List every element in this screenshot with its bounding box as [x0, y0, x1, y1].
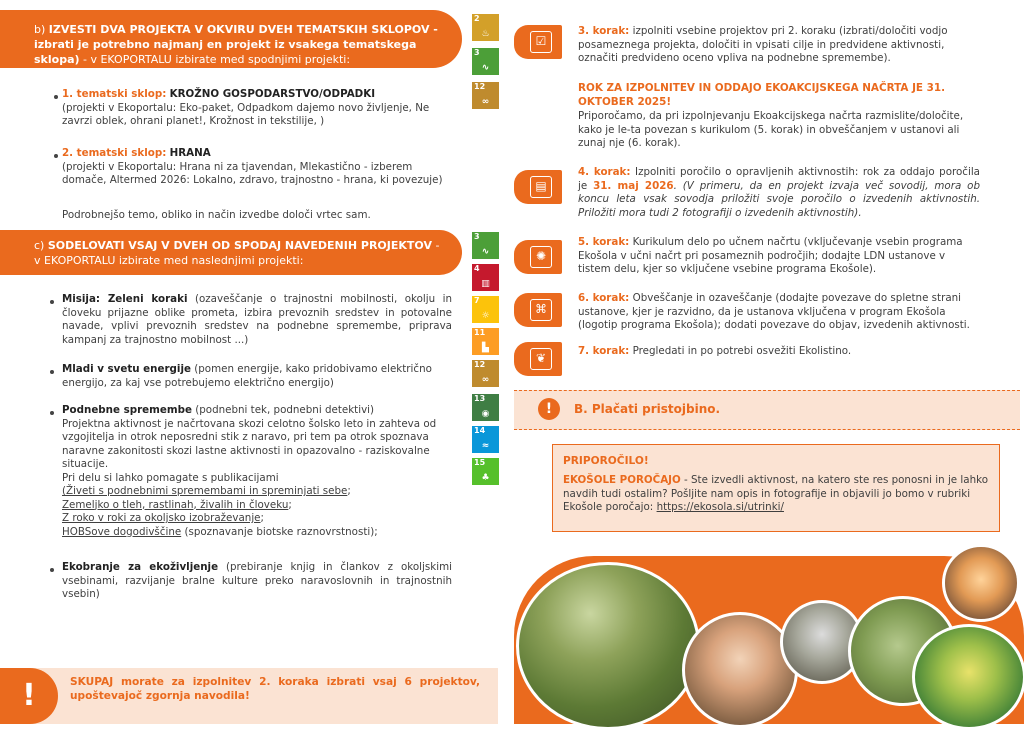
sdg-3-icon — [472, 232, 499, 259]
section-c-header: c) SODELOVATI VSAJ V DVEH OD SPODAJ NAVEDENIH PROJEKTOV - v EKOPORTALU izbirate med naslednjimi projekti: — [0, 230, 462, 275]
sdg-13-icon — [472, 394, 499, 421]
sdg-glyph: ≈ — [481, 441, 490, 451]
utrinki-link[interactable]: https://ekosola.si/utrinki/ — [656, 501, 784, 513]
payment-text: B. Plačati pristojbino. — [574, 402, 721, 416]
sdg-12-icon — [472, 82, 499, 109]
recommendation-title: PRIPOROČILO! — [563, 455, 649, 467]
bullet-icon — [50, 370, 54, 374]
bullet-icon — [50, 411, 54, 415]
project-energija: Mladi v svetu energije (pomen energije, kako pridobivamo električno energijo, za kaj vse potrebujemo električno energijo) — [62, 363, 432, 389]
photo-classroom-children — [682, 612, 798, 728]
sdg-glyph: ∿ — [481, 247, 490, 257]
sdg-15-icon — [472, 458, 499, 485]
bullet-icon — [54, 154, 58, 158]
sdg-number: 12 — [474, 360, 486, 369]
document-sprout-icon: ❦ — [514, 342, 562, 376]
bullet-icon — [50, 300, 54, 304]
publication-link[interactable]: HOBSove dogodivščine — [62, 525, 182, 538]
recommendation-box: PRIPOROČILO! EKOŠOLE POROČAJO - Ste izvedli aktivnost, na katero ste res ponosni in je lahko navdih tudi ostalim? Pošljite nam opis in fotografije in objavili jo bomo v rubriki Ekošole poročajo: https://ekosola.si/utrinki/ — [552, 444, 1000, 532]
sdg-2-icon — [472, 14, 499, 41]
checklist-icon: ☑ — [514, 25, 562, 59]
sdg-glyph: ♨ — [481, 29, 490, 39]
publication-link[interactable]: Zemeljko o tleh, rastlinah, živalih in človeku — [62, 498, 289, 511]
sdg-number: 3 — [474, 232, 480, 241]
sdg-3-icon — [472, 48, 499, 75]
step-3: 3. korak: izpolniti vsebine projektov pri 2. koraku (izbrati/določiti vodjo posameznega projekta, določiti in vpisati cilje in predvidene aktivnosti, označiti predvideno oceno vpliva na podnebne spremembe). — [578, 25, 948, 64]
step-5: 5. korak: Kurikulum delo po učnem načrtu (vključevanje vsebin programa Ekošola v učni načrt pri posameznih področjih; dodajte LDN ustanove v tistem delu, kjer so vključene vsebine programa Ekošole). — [578, 236, 963, 275]
step-4: 4. korak: Izpolniti poročilo o opravljenih aktivnostih: rok za oddajo poročila je 31. maj 2026. (V primeru, da en projekt izvaja več sovodij, mora ob koncu leta vsak sovodja priložiti svoje poročilo o izvedenih aktivnostih. Priložiti mora tudi 2 fotografiji o izvedenih aktivnostih). — [578, 166, 980, 219]
section-b-note: Podrobnejšo temo, obliko in način izvedbe določi vrtec sam. — [62, 209, 371, 221]
sdg-14-icon — [472, 426, 499, 453]
sdg-4-icon — [472, 264, 499, 291]
deadline-text: Priporočamo, da pri izpolnjevanju Ekoakcijskega načrta razmislite/določite, kako je le-ta povezan s kurikulom (5. korak) in obveščanjem v ustanovi ali zunaj nje (6. korak). — [578, 110, 964, 149]
sdg-11-icon — [472, 328, 499, 355]
sdg-number: 13 — [474, 394, 486, 403]
deadline-heading: ROK ZA IZPOLNITEV IN ODDAJO EKOAKCIJSKEGA NAČRTA JE 31. OKTOBER 2025! — [578, 82, 946, 108]
sdg-number: 14 — [474, 426, 486, 435]
project-podnebne: Podnebne spremembe (podnebni tek, podnebni detektivi) Projektna aktivnost je načrtovana skozi celotno šolsko leto in zahteva od vzgojitelja in otrok neposredni stik z naravo, pri tem pa otrok spoznava naravne zakonitosti skozi lastne aktivnosti in opazovalno - raziskovalne situacije. Pri delu si lahko pomagate s publikacijami (Živeti s podnebnimi spremembami in spreminjati sebe; Zemeljko o tleh, rastlinah, živalih in človeku; Z roko v roki za okoljsko izobraževanje; HOBSove dogodivščine (spoznavanje biotske raznovrstnosti); — [62, 404, 437, 538]
sdg-number: 15 — [474, 458, 486, 467]
sdg-glyph: ∞ — [481, 97, 490, 107]
sdg-glyph: ▥ — [481, 279, 490, 289]
sdg-number: 3 — [474, 48, 480, 57]
alert-icon: ! — [538, 398, 560, 420]
publication-link[interactable]: Z roko v roki za okoljsko izobraževanje — [62, 512, 261, 524]
project-ekobranje: Ekobranje za ekoživljenje (prebiranje knjig in člankov z okoljskimi vsebinami, razvijanje bralne kulture preko naravoslovnih in trajnostnih vsebin) — [62, 561, 452, 600]
sdg-glyph: ♣ — [481, 473, 490, 483]
sdg-glyph: ▙ — [482, 343, 489, 353]
lightbulb-book-icon: ✺ — [514, 240, 562, 274]
sdg-glyph: ∿ — [481, 63, 490, 73]
sdg-glyph: ◉ — [481, 409, 490, 419]
footer-text: SKUPAJ morate za izpolnitev 2. koraka izbrati vsaj 6 projektov, upoštevajoč zgornja navodila! — [70, 676, 480, 702]
photo-forest-children — [516, 562, 700, 730]
project-misija: Misija: Zeleni koraki (ozaveščanje o trajnostni mobilnosti, okolju in človeku prijazne oblike prometa, izbira prevoznih sredstev in potovalne navade, vplivi prevoznih sredstev na podnebne spremembe, priprava kampanj za trajnostno mobilnost ...) — [62, 293, 452, 346]
photo-craft-workshop — [942, 544, 1020, 622]
sdg-number: 4 — [474, 264, 480, 273]
sdg-number: 2 — [474, 14, 480, 23]
theme-1: 1. tematski sklop: KROŽNO GOSPODARSTVO/ODPADKI (projekti v Ekoportalu: Eko-paket, Odpadkom dajemo novo življenje, Ne zavrzi oblek, ohrani planet!, Krožnost in tekstilije, ) — [62, 88, 430, 127]
section-b-header: b) IZVESTI DVA PROJEKTA V OKVIRU DVEH TEMATSKIH SKLOPOV - izbrati je potrebno najmanj en projekt iz vsakega tematskega sklopa) - v EKOPORTALU izbirate med spodnjimi projekti: — [0, 10, 462, 68]
step-7: 7. korak: Pregledati in po potrebi osvežiti Ekolistino. — [578, 345, 852, 357]
sdg-7-icon — [472, 296, 499, 323]
step-6: 6. korak: Obveščanje in ozaveščanje (dodajte povezave do spletne strani ustanove, kjer je razvidno, da je ustanova vključena v program Ekošola (logotip programa Ekošola); dodati povezave do objav, izvedenih aktivnosti. — [578, 292, 970, 331]
network-icon: ⌘ — [514, 293, 562, 327]
bullet-icon — [50, 568, 54, 572]
photo-children-raincoats — [912, 624, 1024, 730]
sdg-number: 12 — [474, 82, 486, 91]
publication-link[interactable]: (Živeti s podnebnimi spremembami in spreminjati sebe — [62, 485, 348, 497]
sdg-number: 7 — [474, 296, 480, 305]
bullet-icon — [54, 95, 58, 99]
report-icon: ▤ — [514, 170, 562, 204]
sdg-glyph: ∞ — [481, 375, 490, 385]
sdg-number: 11 — [474, 328, 486, 337]
theme-2: 2. tematski sklop: HRANA (projekti v Ekoportalu: Hrana ni za tjavendan, Mlekastično - izberem domače, Altermed 2026: Lokalno, zdravo, trajnostno - hrana, ki povezuje) — [62, 147, 443, 186]
warning-icon: ! — [0, 668, 58, 724]
sdg-12-icon — [472, 360, 499, 387]
sdg-glyph: ☼ — [481, 311, 490, 321]
